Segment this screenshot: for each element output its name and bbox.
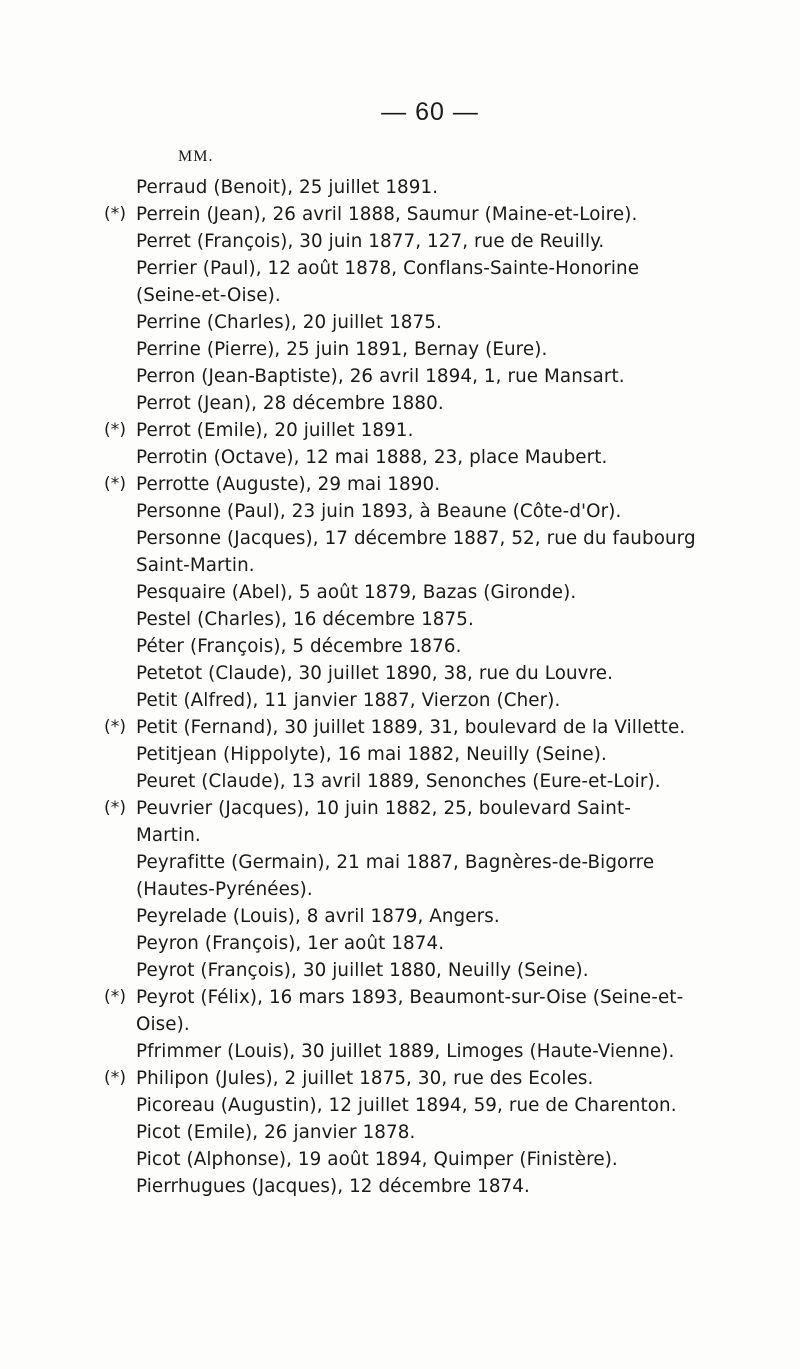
list-item — [0, 255, 800, 309]
entry-text: Peuret (Claude), 13 avril 1889, Senonches (Eure-et-Loir). — [136, 771, 661, 792]
list-item — [0, 1146, 800, 1173]
entry-marker: (*) — [104, 474, 127, 494]
entry-marker: (*) — [104, 204, 127, 224]
entry-text: Peyrot (François), 30 juillet 1880, Neuilly (Seine). — [136, 960, 589, 981]
list-item — [0, 201, 800, 228]
list-item — [0, 903, 800, 930]
entry-text: Peuvrier (Jacques), 10 juin 1882, 25, boulevard Saint- — [136, 798, 631, 819]
list-item — [0, 930, 800, 957]
entry-text: Petetot (Claude), 30 juillet 1890, 38, rue du Louvre. — [136, 663, 614, 684]
entry-text: Petit (Fernand), 30 juillet 1889, 31, boulevard de la Villette. — [136, 717, 686, 738]
list-item — [0, 687, 800, 714]
list-item — [0, 1092, 800, 1119]
list-item — [0, 336, 800, 363]
entry-text: Perrotte (Auguste), 29 mai 1890. — [136, 474, 441, 495]
list-item — [0, 849, 800, 903]
entry-marker: (*) — [104, 798, 127, 818]
list-item — [0, 444, 800, 471]
entry-text: Pestel (Charles), 16 décembre 1875. — [136, 609, 474, 630]
list-item — [0, 309, 800, 336]
entry-text: Perret (François), 30 juin 1877, 127, rue de Reuilly. — [136, 231, 605, 252]
entry-list — [0, 174, 800, 1200]
entry-marker: (*) — [104, 420, 127, 440]
entry-text: Petitjean (Hippolyte), 16 mai 1882, Neuilly (Seine). — [136, 744, 607, 765]
entry-text: Perrot (Jean), 28 décembre 1880. — [136, 393, 444, 414]
list-item — [0, 606, 800, 633]
list-item — [0, 228, 800, 255]
entry-text: Perrier (Paul), 12 août 1878, Conflans-Sainte-Honorine — [136, 258, 640, 279]
list-item — [0, 1065, 800, 1092]
list-item — [0, 1119, 800, 1146]
entry-text: Petit (Alfred), 11 janvier 1887, Vierzon (Cher). — [136, 690, 561, 711]
list-item — [0, 579, 800, 606]
list-item — [0, 957, 800, 984]
entry-text: Pfrimmer (Louis), 30 juillet 1889, Limoges (Haute-Vienne). — [136, 1041, 675, 1062]
entry-text: Peyron (François), 1er août 1874. — [136, 933, 445, 954]
list-item — [0, 174, 800, 201]
entry-text: Personne (Jacques), 17 décembre 1887, 52, rue du faubourg — [136, 528, 696, 549]
entry-text: Personne (Paul), 23 juin 1893, à Beaune (Côte-d'Or). — [136, 501, 622, 522]
list-item — [0, 498, 800, 525]
list-item — [0, 471, 800, 498]
entry-text: Picot (Alphonse), 19 août 1894, Quimper (Finistère). — [136, 1149, 618, 1170]
list-item — [0, 633, 800, 660]
list-item — [0, 795, 800, 849]
entry-marker: (*) — [104, 1068, 127, 1088]
entry-text: Perrot (Emile), 20 juillet 1891. — [136, 420, 414, 441]
list-item — [0, 525, 800, 579]
entry-text: Peyrelade (Louis), 8 avril 1879, Angers. — [136, 906, 500, 927]
entry-marker: (*) — [104, 717, 127, 737]
entry-text: Pierrhugues (Jacques), 12 décembre 1874. — [136, 1176, 530, 1197]
entry-continuation: (Seine-et-Oise). — [136, 285, 281, 306]
list-prefix: MM. — [178, 148, 214, 165]
list-item — [0, 1173, 800, 1200]
entry-text: Picoreau (Augustin), 12 juillet 1894, 59, rue de Charenton. — [136, 1095, 677, 1116]
entry-continuation: Saint-Martin. — [136, 555, 255, 576]
entry-text: Peyrot (Félix), 16 mars 1893, Beaumont-sur-Oise (Seine-et- — [136, 987, 684, 1008]
entry-text: Perron (Jean-Baptiste), 26 avril 1894, 1, rue Mansart. — [136, 366, 625, 387]
entry-text: Peyrafitte (Germain), 21 mai 1887, Bagnères-de-Bigorre — [136, 852, 655, 873]
entry-text: Perrine (Charles), 20 juillet 1875. — [136, 312, 442, 333]
list-item — [0, 714, 800, 741]
entry-text: Perrotin (Octave), 12 mai 1888, 23, place Maubert. — [136, 447, 608, 468]
entry-continuation: Oise). — [136, 1014, 190, 1035]
entry-text: Péter (François), 5 décembre 1876. — [136, 636, 462, 657]
entry-text: Philipon (Jules), 2 juillet 1875, 30, rue des Ecoles. — [136, 1068, 594, 1089]
list-item — [0, 984, 800, 1038]
entry-text: Picot (Emile), 26 janvier 1878. — [136, 1122, 416, 1143]
entry-text: Perraud (Benoit), 25 juillet 1891. — [136, 177, 439, 198]
list-item — [0, 660, 800, 687]
entry-text: Pesquaire (Abel), 5 août 1879, Bazas (Gironde). — [136, 582, 577, 603]
entry-text: Perrine (Pierre), 25 juin 1891, Bernay (Eure). — [136, 339, 548, 360]
list-item — [0, 390, 800, 417]
list-item — [0, 1038, 800, 1065]
entry-marker: (*) — [104, 987, 127, 1007]
entry-continuation: Martin. — [136, 825, 201, 846]
entry-continuation: (Hautes-Pyrénées). — [136, 879, 313, 900]
page-number: — 60 — — [381, 98, 479, 126]
entry-text: Perrein (Jean), 26 avril 1888, Saumur (Maine-et-Loire). — [136, 204, 638, 225]
list-item — [0, 741, 800, 768]
list-item — [0, 363, 800, 390]
list-item — [0, 768, 800, 795]
list-item — [0, 417, 800, 444]
